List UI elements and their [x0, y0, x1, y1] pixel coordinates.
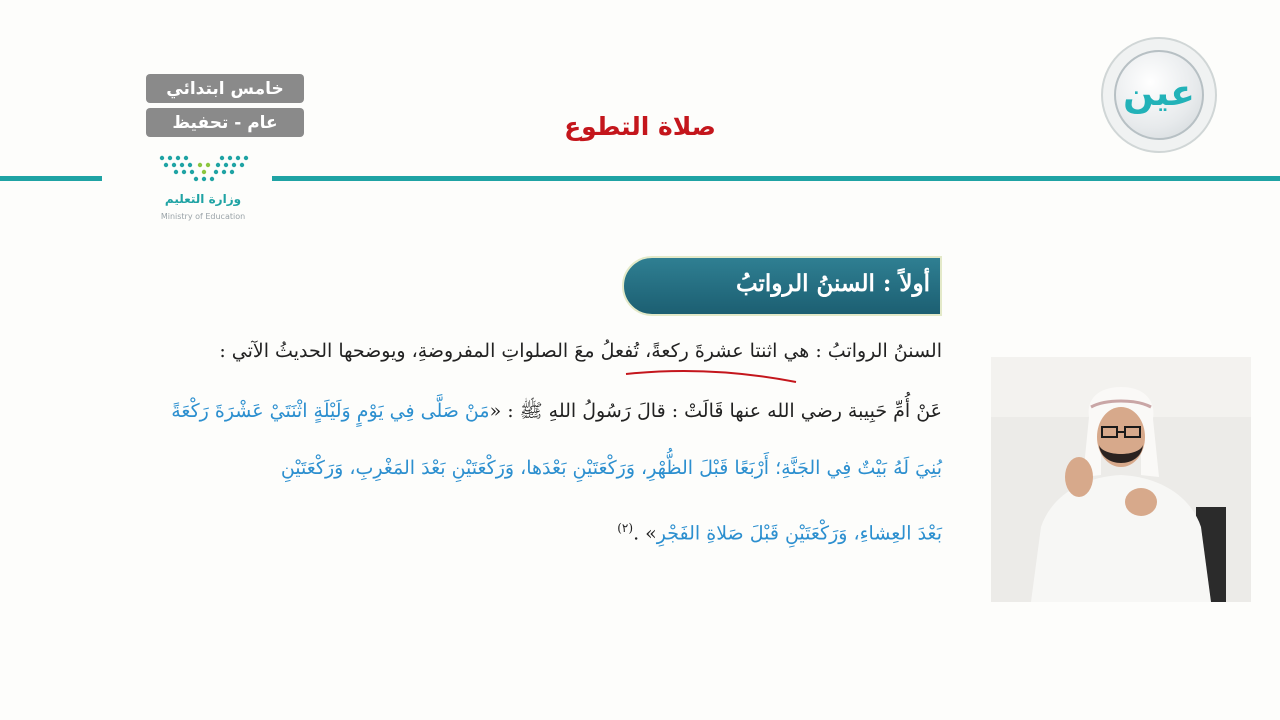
definition-text: السننُ الرواتبُ : هي اثنتا عشرةَ ركعةً، تُفعلُ معَ الصلواتِ المفروضةِ، ويوضحها الحديثُ الآتي :	[219, 340, 942, 362]
grade-badge: خامس ابتدائي	[146, 74, 304, 103]
footnote-ref: (٢)	[617, 521, 634, 535]
track-badge: عام - تحفيظ	[146, 108, 304, 137]
ministry-dots-icon	[156, 152, 252, 186]
channel-logo	[1101, 37, 1217, 153]
header-rule-left	[0, 176, 102, 181]
channel-logo-badge	[1114, 50, 1204, 140]
lesson-title: صلاة التطوع	[564, 112, 716, 141]
hadith-line-3	[62, 521, 942, 544]
hadith-line-2: بُنِيَ لَهُ بَيْتٌ فِي الجَنَّةِ؛ أَرْبَعًا قَبْلَ الظُّهْرِ، وَرَكْعَتَيْنِ بَعْدَها، وَرَكْعَتَيْنِ بَعْدَ المَغْرِبِ، وَرَكْعَتَيْنِ	[280, 457, 942, 479]
narration-intro: عَنْ أُمِّ حَبِيبة رضي الله عنها قَالَتْ : قالَ رَسُولُ اللهِ ﷺ : «	[489, 400, 942, 422]
ministry-name-english: Ministry of Education	[160, 212, 246, 221]
section-heading	[622, 256, 942, 316]
presenter-figure	[991, 357, 1251, 602]
hadith-line-1	[62, 399, 942, 427]
hadith-text-3: بَعْدَ العِشاءِ، وَرَكْعَتَيْنِ قَبْلَ صَلاةِ الفَجْرِ	[656, 522, 942, 545]
section-heading-text: أولاً : السننُ الرواتبُ	[735, 270, 930, 297]
hadith-close: » .	[633, 522, 657, 545]
ministry-name-arabic: وزارة التعليم	[164, 192, 242, 206]
red-underline-mark	[624, 364, 800, 386]
channel-logo-text: عين	[1123, 72, 1195, 114]
presenter-video	[991, 357, 1251, 602]
header-rule-right	[272, 176, 1280, 181]
ministry-logo	[108, 152, 278, 224]
hadith-text-1: مَنْ صَلَّى فِي يَوْمٍ وَلَيْلَةٍ اثْنَتَيْ عَشْرَةَ رَكْعَةً	[171, 400, 490, 422]
